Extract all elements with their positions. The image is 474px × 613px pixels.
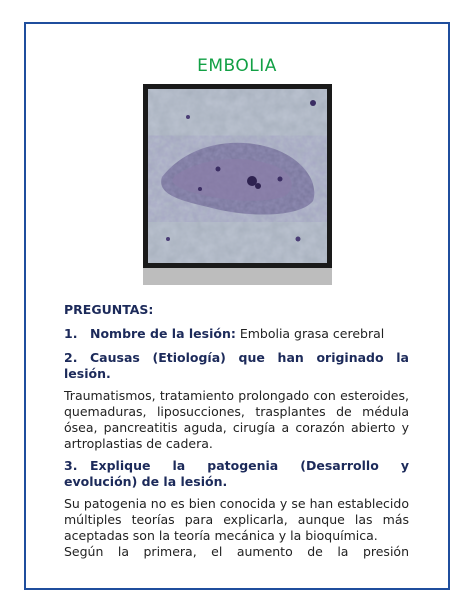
question-3-line-2: evolución) de la lesión. xyxy=(64,474,228,489)
document-body xyxy=(64,302,409,560)
section-label: PREGUNTAS: xyxy=(64,302,154,317)
question-2 xyxy=(64,350,409,382)
answer-2-paragraph: Traumatismos, tratamiento prolongado con esteroides, quemaduras, liposucciones, trasplantes de médula ósea, pancreatitis aguda, cirugía a corazón abierto y artroplastias de cadera. xyxy=(64,388,409,451)
document-title: EMBOLIA xyxy=(197,56,277,76)
question-1-number: 1. xyxy=(64,326,78,341)
histology-micrograph-image xyxy=(148,89,327,263)
question-3 xyxy=(64,458,409,490)
question-2-number: 2. xyxy=(64,350,78,365)
answer-3-paragraph: Su patogenia no es bien conocida y se han establecido múltiples teorías para explicarla, aunque las más aceptadas son la teoría mecánica y la bioquímica. xyxy=(64,496,409,543)
question-2-line-2: lesión. xyxy=(64,366,111,381)
question-2-line-1 xyxy=(64,350,409,366)
image-caption-bar xyxy=(143,268,332,285)
question-3-label: Explique la patogenia (Desarrollo y xyxy=(90,458,409,473)
question-3-line-1 xyxy=(64,458,409,474)
histology-image-frame xyxy=(143,84,332,268)
question-1-answer: Embolia grasa cerebral xyxy=(235,326,385,341)
question-2-label: Causas (Etiología) que han originado la xyxy=(90,350,409,365)
question-3-number: 3. xyxy=(64,458,78,473)
question-1-label: Nombre de la lesión: xyxy=(90,326,236,341)
answer-3-last-line: Según la primera, el aumento de la presión xyxy=(64,544,409,559)
question-1 xyxy=(64,326,409,342)
